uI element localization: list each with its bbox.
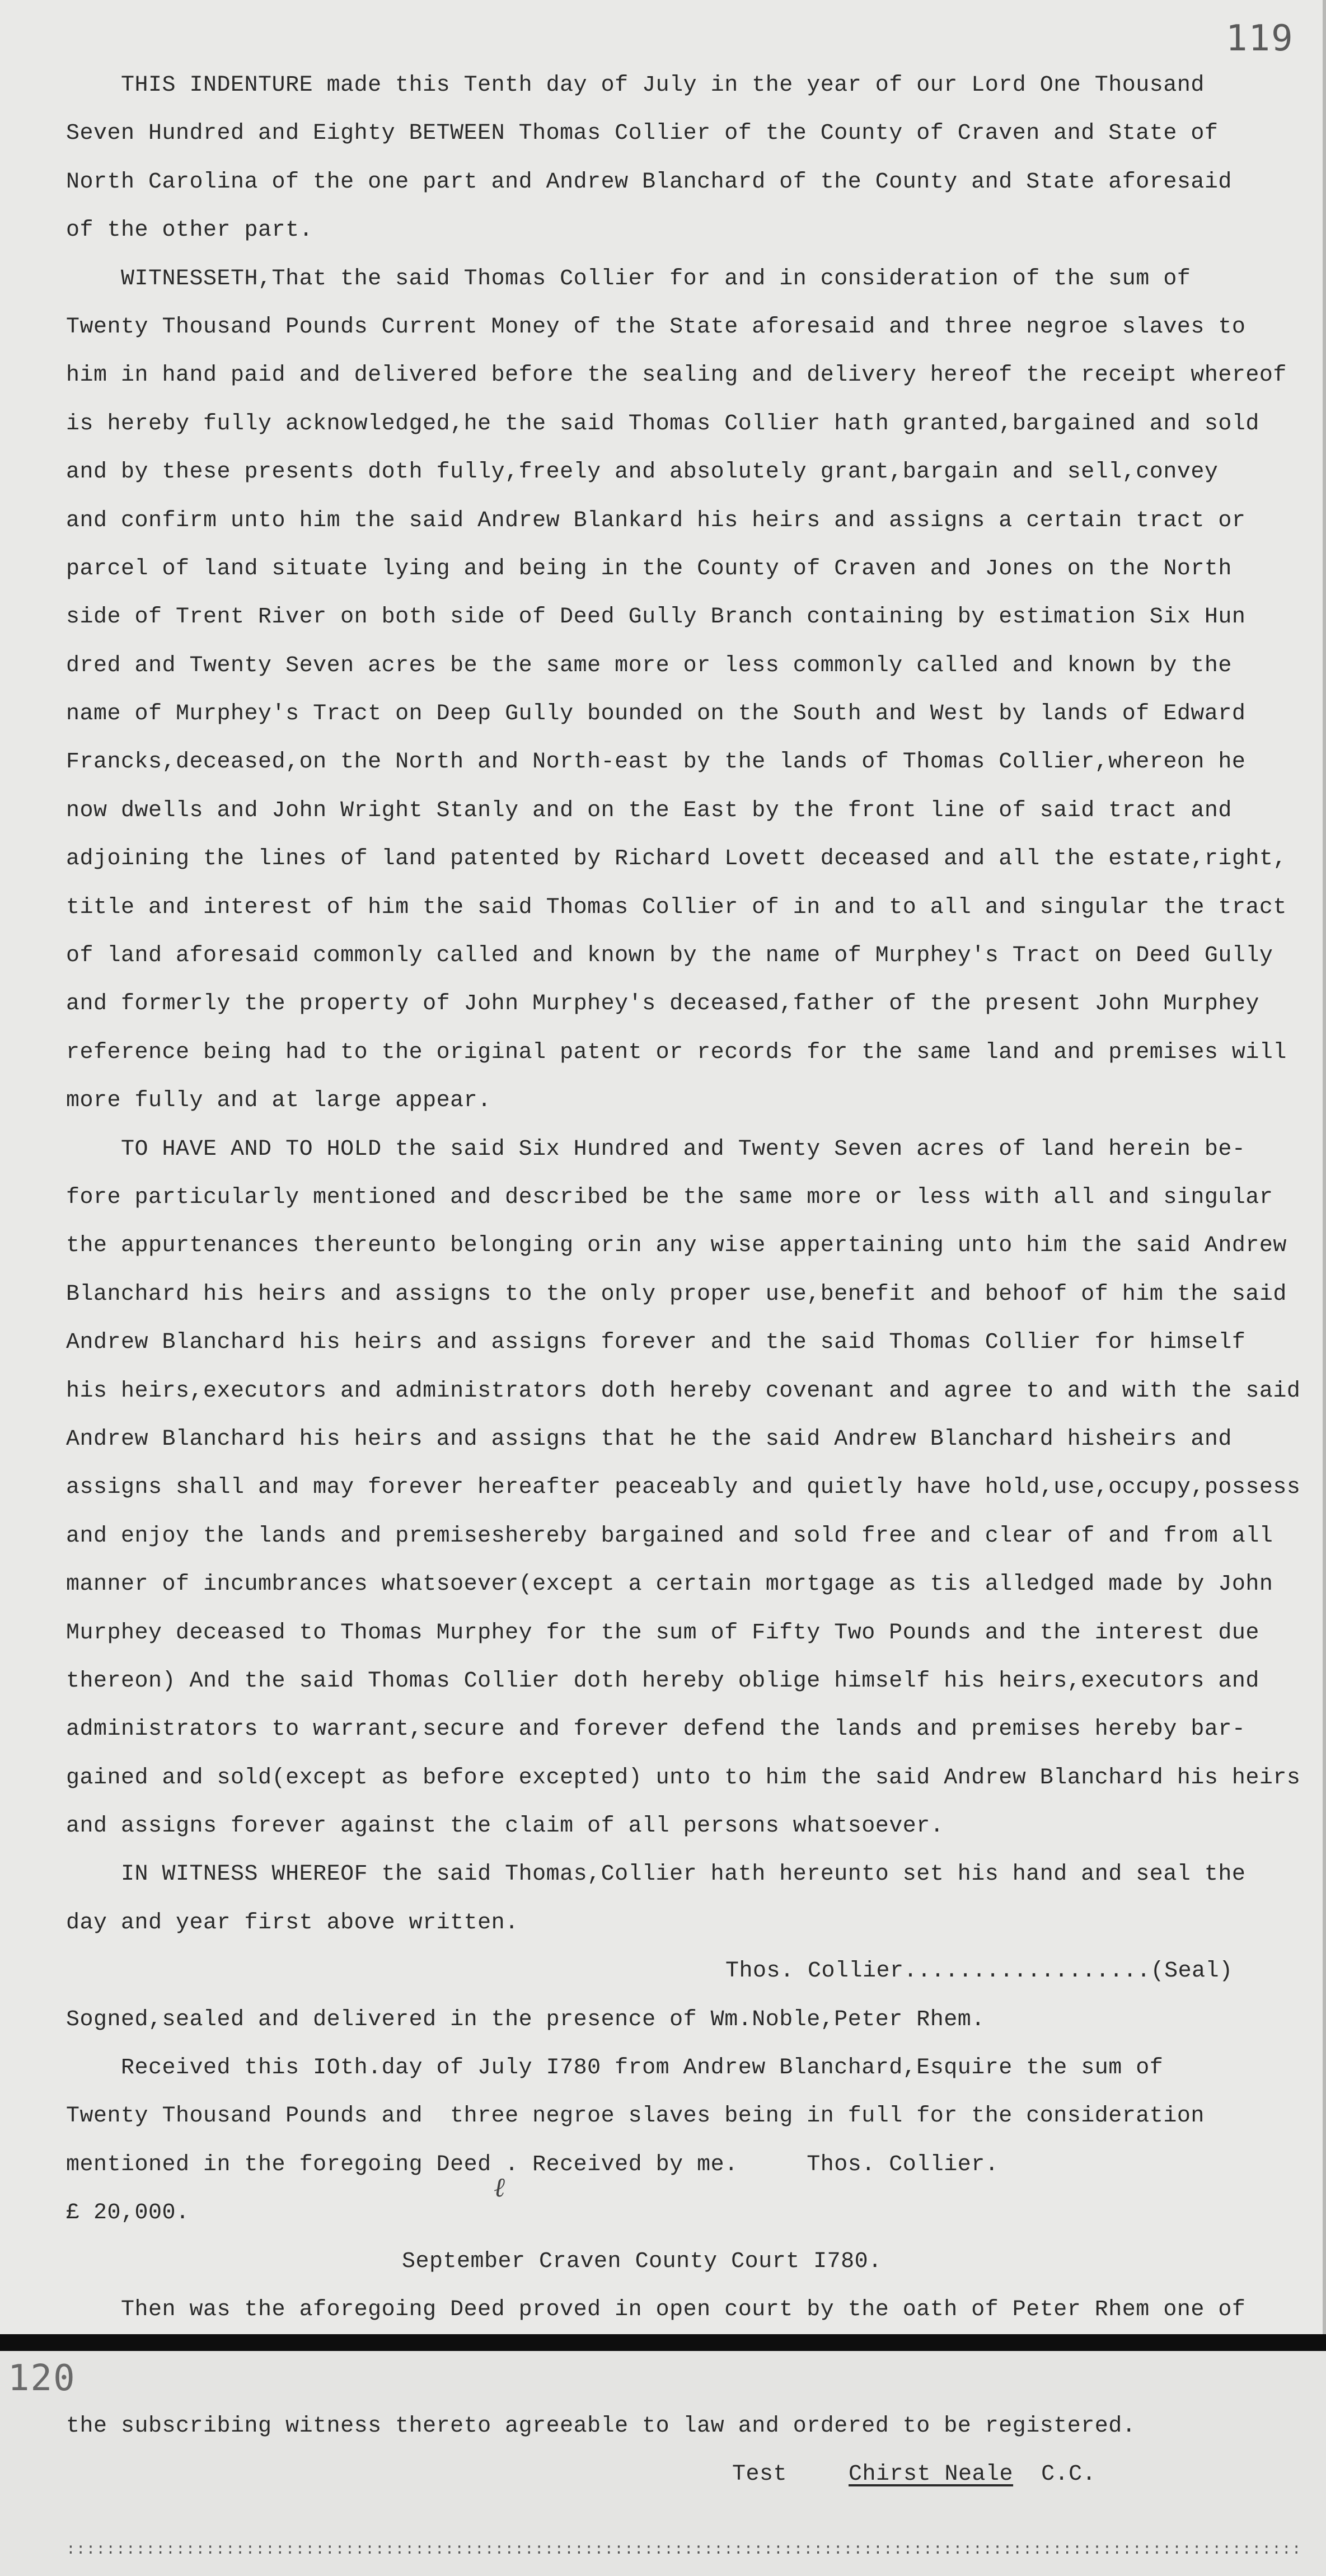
deed-line: manner of incumbrances whatsoever(except a certain mortgage as tis alledged made by John xyxy=(66,1572,1273,1598)
deed-line: Blanchard his heirs and assigns to the only proper use,benefit and behoof of him the said xyxy=(66,1281,1287,1307)
deed-line: of land aforesaid commonly called and known by the name of Murphey's Tract on Deed Gully xyxy=(66,943,1273,969)
deed-line: day and year first above written. xyxy=(66,1910,519,1936)
deed-line: dred and Twenty Seven acres be the same more or less commonly called and known by the xyxy=(66,653,1232,678)
receipt-line: mentioned in the foregoing Deed . Received by me. Thos. Collier. xyxy=(66,2152,999,2177)
deed-line: him in hand paid and delivered before the sealing and delivery hereof the receipt whereof xyxy=(66,363,1287,388)
deed-line: thereon) And the said Thomas Collier doth hereby oblige himself his heirs,executors and xyxy=(66,1668,1259,1694)
test-label: Test xyxy=(732,2462,788,2488)
deed-line: the appurtenances thereunto belonging orin any wise appertaining unto him the said Andrew xyxy=(66,1233,1287,1259)
deed-line: name of Murphey's Tract on Deep Gully bounded on the South and West by lands of Edward xyxy=(66,701,1246,727)
page-divider xyxy=(0,2334,1326,2351)
deed-line: administrators to warrant,secure and forever defend the lands and premises hereby bar- xyxy=(66,1717,1246,1743)
deed-line: title and interest of him the said Thomas Collier of in and to all and singular the tract xyxy=(66,894,1287,920)
clerk-signature: Chirst Neale xyxy=(849,2462,1014,2488)
continuation-text xyxy=(66,2401,1309,2498)
deed-line: and enjoy the lands and premiseshereby bargained and sold free and clear of and from all xyxy=(66,1523,1273,1549)
deed-line: and by these presents doth fully,freely and absolutely grant,bargain and sell,convey xyxy=(66,460,1219,485)
deed-line: assigns shall and may forever hereafter peaceably and quietly have hold,use,occupy,possess xyxy=(66,1475,1301,1501)
deed-line: Andrew Blanchard his heirs and assigns forever and the said Thomas Collier for himself xyxy=(66,1330,1246,1356)
deed-line: Murphey deceased to Thomas Murphey for the sum of Fifty Two Pounds and the interest due xyxy=(66,1620,1259,1646)
seal-signature: Thos. Collier..................(Seal) xyxy=(725,1959,1233,1984)
deed-line: more fully and at large appear. xyxy=(66,1088,491,1114)
deed-line: TO HAVE AND TO HOLD the said Six Hundred and Twenty Seven acres of land herein be- xyxy=(66,1136,1246,1162)
clerk-title: C.C. xyxy=(1041,2462,1097,2488)
deed-line: his heirs,executors and administrators doth hereby covenant and agree to and with the said xyxy=(66,1378,1301,1404)
deed-line: gained and sold(except as before excepted) unto to him the said Andrew Blanchard his heirs xyxy=(66,1765,1301,1791)
deed-line: IN WITNESS WHEREOF the said Thomas,Collier hath hereunto set his hand and seal the xyxy=(66,1862,1246,1887)
deed-line: Twenty Thousand Pounds Current Money of the State aforesaid and three negroe slaves to xyxy=(66,314,1246,340)
amount: £ 20,000. xyxy=(66,2200,190,2226)
deed-line: WITNESSETH,That the said Thomas Collier for and in consideration of the sum of xyxy=(66,266,1191,292)
dotted-rule: :::::::::::::::::::::::::::::::::::::::::::::::::::::::::::::::::::::::::::::::::::::::::::::::::::::::::::::::::::::::::::: xyxy=(66,2541,1302,2559)
deed-line: is hereby fully acknowledged,he the said Thomas Collier hath granted,bargained and sold xyxy=(66,411,1259,437)
court-heading: September Craven County Court I780. xyxy=(402,2249,882,2274)
deed-line: Andrew Blanchard his heirs and assigns that he the said Andrew Blanchard hisheirs and xyxy=(66,1426,1232,1452)
deed-line: Seven Hundred and Eighty BETWEEN Thomas Collier of the County of Craven and State of xyxy=(66,121,1219,147)
signed-line: Sogned,sealed and delivered in the presence of Wm.Noble,Peter Rhem. xyxy=(66,2007,985,2032)
deed-line: and confirm unto him the said Andrew Blankard his heirs and assigns a certain tract or xyxy=(66,508,1246,533)
deed-line: of the other part. xyxy=(66,218,313,243)
receipt-line: Received this IOth.day of July I780 from Andrew Blanchard,Esquire the sum of xyxy=(66,2055,1164,2081)
deed-line: North Carolina of the one part and Andrew Blanchard of the County and State aforesaid xyxy=(66,169,1232,195)
page-number-bottom: 120 xyxy=(8,2358,76,2399)
deed-line: THIS INDENTURE made this Tenth day of July in the year of our Lord One Thousand xyxy=(66,73,1205,98)
page-number-top: 119 xyxy=(1226,18,1294,59)
receipt-line: Twenty Thousand Pounds and three negroe slaves being in full for the consideration xyxy=(66,2104,1205,2129)
deed-line: adjoining the lines of land patented by Richard Lovett deceased and all the estate,right, xyxy=(66,846,1287,872)
deed-line: Francks,deceased,on the North and North-east by the lands of Thomas Collier,whereon he xyxy=(66,750,1246,775)
continuation-line: the subscribing witness thereto agreeable to law and ordered to be registered. xyxy=(66,2414,1136,2439)
test-attestation xyxy=(66,2449,1309,2498)
proof-line: Then was the aforegoing Deed proved in open court by the oath of Peter Rhem one of xyxy=(66,2297,1246,2322)
deed-line: now dwells and John Wright Stanly and on the East by the front line of said tract and xyxy=(66,798,1232,823)
deed-line: parcel of land situate lying and being in the County of Craven and Jones on the North xyxy=(66,556,1232,582)
deed-line: fore particularly mentioned and described be the same more or less with all and singular xyxy=(66,1184,1273,1210)
deed-line: side of Trent River on both side of Deed Gully Branch containing by estimation Six Hun xyxy=(66,605,1246,630)
deed-text xyxy=(66,62,1309,2334)
deed-line: reference being had to the original patent or records for the same land and premises will xyxy=(66,1039,1287,1065)
handwritten-mark: ℓ xyxy=(494,2172,505,2203)
deed-line: and formerly the property of John Murphey's deceased,father of the present John Murphey xyxy=(66,991,1259,1017)
deed-line: and assigns forever against the claim of all persons whatsoever. xyxy=(66,1814,944,1839)
